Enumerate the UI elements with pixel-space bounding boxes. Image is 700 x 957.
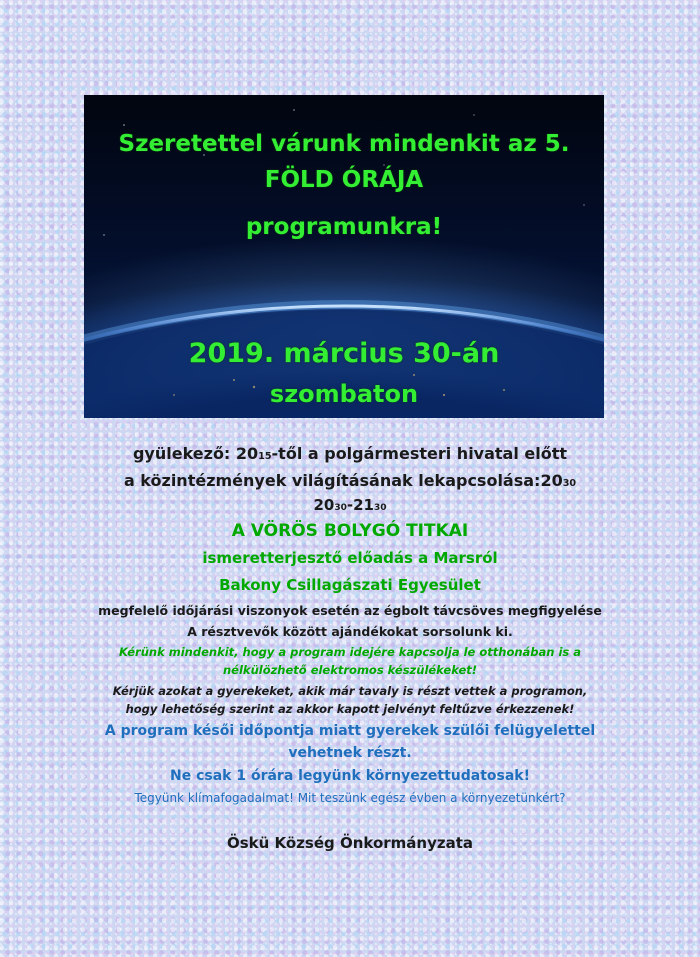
lecture-subtitle: ismeretterjesztő előadás a Marsról (202, 549, 498, 567)
presenter-name: Bakony Csillagászati Egyesület (219, 576, 481, 594)
eco-slogan: Ne csak 1 órára legyünk környezettudatosak! (169, 768, 530, 784)
slot-sep: -21 (346, 496, 374, 514)
switch-off-request-2: nélkülözhető elektromos készülékeket! (223, 663, 477, 677)
lecture-title: A VÖRÖS BOLYGÓ TITKAI (231, 521, 469, 541)
banner-date: 2019. március 30-án (188, 338, 500, 369)
banner-day: szombaton (269, 380, 419, 408)
gathering-prefix: gyülekező: 20 (132, 444, 259, 463)
program-time-slot (0, 496, 700, 514)
children-note-1: A program késői időpontja miatt gyerekek szülői felügyelettel (104, 723, 596, 739)
climate-pledge: Tegyünk klímafogadalmat! Mit teszünk egész évben a környezetünkért? (134, 791, 566, 805)
gathering-sup: 15 (258, 451, 272, 462)
badge-request-2: hogy lehetőség szerint az akkor kapott jelvényt feltűzve érkezzenek! (125, 702, 575, 716)
lights-off-time (0, 471, 700, 490)
banner-program-text: programunkra! (245, 214, 443, 240)
children-note-2: vehetnek részt. (288, 745, 412, 761)
telescope-note: megfelelő időjárási viszonyok esetén az égbolt távcsöves megfigyelése (98, 603, 602, 618)
banner-welcome-text: Szeretettel várunk mindenkit az 5. (118, 131, 570, 157)
lights-off-sup: 30 (562, 478, 577, 489)
badge-request-1: Kérjük azokat a gyerekeket, akik már tavaly is részt vettek a programon, (112, 684, 588, 698)
organizer: Öskü Község Önkormányzata (226, 834, 474, 852)
gathering-time (0, 444, 700, 463)
gathering-suffix: -től a polgármesteri hivatal előtt (271, 444, 568, 463)
raffle-note: A résztvevők között ajándékokat sorsolunk ki. (187, 624, 513, 639)
lights-off-text: a közintézmények világításának lekapcsolása:20 (123, 471, 563, 490)
earth-hour-banner (84, 95, 604, 418)
slot-end-sup: 30 (373, 503, 387, 513)
slot-start: 20 (313, 496, 335, 514)
switch-off-request-1: Kérünk mindenkit, hogy a program idejére kapcsolja le otthonában is a (118, 645, 582, 659)
banner-event-name: FÖLD ÓRÁJA (264, 167, 424, 193)
slot-start-sup: 30 (334, 503, 347, 513)
